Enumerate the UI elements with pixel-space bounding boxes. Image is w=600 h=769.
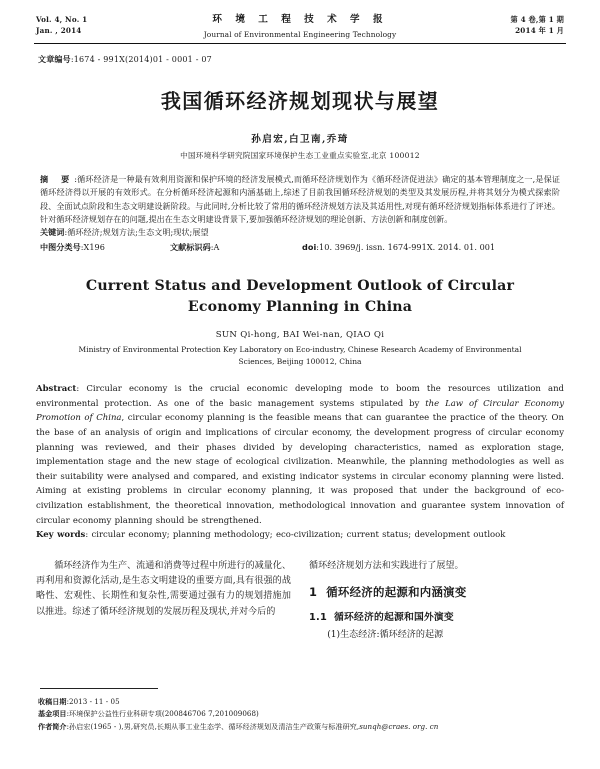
doi-label: doi xyxy=(302,241,317,252)
keywords-cn-text: :循环经济;规划方法;生态文明;现状;展望 xyxy=(64,226,209,237)
body-paragraph-continued: 循环经济规划方法和实践进行了展望。 xyxy=(309,560,464,571)
keywords-en-label: Key words xyxy=(36,530,86,541)
abstract-cn-text: :循环经济是一种最有效利用资源和保护环境的经济发展模式,而循环经济规划作为《循环经济促进法》确定的基本管理制度之一,是保证循环经济得以开展的有效形式。在分析循环经济起源和内涵基础上,综述了目前我国循环经济规划的类型及其发展历程,并将其划分为模式探索阶段、全面试点阶段和生态文明建设新阶段。与此同时,分析比较了常用的循环经济规划方法及其适用性,对现有循环经济规划指标体系进行了评述。针对循环经济规划存在的问题,提出在生态文明建设背景下,要加强循环经济规划的理论创新、方法创新和制度创新。 xyxy=(40,174,560,224)
page-title-en: Current Status and Development Outlook of Circular Economy Planning in China xyxy=(85,277,515,315)
footnote-author-email[interactable]: sunqh@craes. org. cn xyxy=(359,721,439,731)
classification-line xyxy=(40,241,560,254)
section-heading-1-text: 循环经济的起源和内涵演变 xyxy=(326,585,467,600)
authors-cn: 孙启宏,白卫南,乔琦 xyxy=(251,134,349,146)
doi[interactable] xyxy=(302,241,560,254)
keywords-cn xyxy=(40,226,560,239)
clc-number xyxy=(40,241,170,254)
section-heading-1-1 xyxy=(309,610,564,626)
clc-value: :X196 xyxy=(80,241,105,252)
section-heading-1-1-text: 循环经济的起源和国外演变 xyxy=(333,612,454,624)
abstract-en-part2: , circular economy planning is the feasible means that can guarantee the practice of the theory. On the base of an analysis of origin and implications of circular economy, the development progress of circular economy planning was reviewed, and their phases divided by developing characteristics, named as exploration stage, implementation stage and the new stage of ecological civilization. Meanwhile, the planning methodologies as well as their suitability were analysed and compared, and existing indicator systems in circular economy planning were listed. Aiming at existing problems in circular economy planning, it was proposed that under the background of eco-civilization establishment, the theoretical innovation, methodological innovation and guarantee system innovation of circular economy planning should be strengthened. xyxy=(36,413,564,526)
running-head-right xyxy=(444,14,564,36)
journal-title-cn: 环 境 工 程 技 术 学 报 xyxy=(212,14,388,25)
body-paragraph: 循环经济作为生产、流通和消费等过程中所进行的减量化、再利用和资源化活动,是生态文明建设的重要方面,具有很强的战略性、宏观性、长期性和复杂性,需要通过强有力的规划措施加以推进。综述了循环经济规划的发展历程及现状,并对今后的 xyxy=(36,560,291,617)
abstract-cn-block xyxy=(40,173,560,254)
section-heading-1 xyxy=(309,583,564,602)
abstract-en-part1: : Circular economy is the crucial economic developing mode to boom the resources utilization and environmental protection. As one of the basic management systems stipulated by xyxy=(36,384,564,409)
section-heading-1-1-number: 1.1 xyxy=(309,612,327,624)
article-number xyxy=(38,54,566,65)
footnote-received-date xyxy=(38,696,566,708)
body-list-item: (1)生态经济:循环经济的起源 xyxy=(327,629,444,640)
footnote-received-label: 收稿日期 xyxy=(38,697,67,706)
abstract-cn-label: 摘 要 xyxy=(40,174,75,185)
footnote-fund-value: :环境保护公益性行业科研专项(200846706 7,201009068) xyxy=(66,709,259,719)
abstract-en-label: Abstract xyxy=(36,384,77,395)
footnote-bio-label: 作者简介 xyxy=(38,721,67,731)
footnote-divider xyxy=(40,688,158,689)
footnote-fund-label: 基金项目 xyxy=(38,709,67,719)
article-number-label: 文章编号 xyxy=(38,55,71,65)
body-columns xyxy=(36,559,564,643)
body-column-right xyxy=(309,559,564,643)
date-en: Jan. , 2014 xyxy=(36,26,82,36)
footnote-bio-value: :孙启宏(1965 - ),男,研究员,长期从事工业生态学、循环经济规划及清洁生产政策与标准研究, xyxy=(66,721,360,731)
affiliation-en: Ministry of Environmental Protection Key Laboratory on Eco-industry, Chinese Research Academy of Environmental Sciences, Beijing 100012, China xyxy=(78,345,522,367)
running-head-left xyxy=(36,14,156,36)
section-heading-1-number: 1 xyxy=(309,585,318,600)
keywords-en xyxy=(36,528,564,543)
keywords-cn-label: 关键词 xyxy=(40,226,65,237)
volume-issue-cn: 第 4 卷,第 1 期 xyxy=(510,15,564,24)
document-code-value: :A xyxy=(210,241,220,252)
document-code xyxy=(170,241,302,254)
running-head xyxy=(34,14,566,43)
footnote-author-bio xyxy=(38,721,566,733)
page-title-cn: 我国循环经济规划现状与展望 xyxy=(160,89,440,114)
article-number-value: :1674 - 991X(2014)01 - 0001 - 07 xyxy=(70,55,212,65)
clc-label: 中图分类号 xyxy=(40,241,81,252)
date-cn: 2014 年 1 月 xyxy=(515,26,564,36)
abstract-en xyxy=(36,382,564,528)
authors-en: SUN Qi-hong, BAI Wei-nan, QIAO Qi xyxy=(215,330,385,341)
journal-title-en: Journal of Environmental Engineering Technology xyxy=(203,29,397,39)
abstract-en-block xyxy=(36,382,564,543)
running-head-center xyxy=(156,13,444,40)
document-code-label: 文献标识码 xyxy=(170,241,211,252)
footnote-fund xyxy=(38,708,566,720)
abstract-cn xyxy=(40,173,560,225)
abstract-en-italic-law: the Law of Circular Economy Promotion of China xyxy=(36,398,564,424)
keywords-en-text: : circular economy; planning methodology; eco-civilization; current status; development outlook xyxy=(85,530,506,541)
doi-value: :10. 3969/j. issn. 1674-991X. 2014. 01. 001 xyxy=(316,241,496,252)
body-column-left xyxy=(36,559,291,643)
affiliation-cn: 中国环境科学研究院国家环境保护生态工业重点实验室,北京 100012 xyxy=(180,151,420,161)
header-divider xyxy=(34,43,566,44)
volume-issue-en: Vol. 4, No. 1 xyxy=(36,15,88,24)
footnote-received-value: :2013 - 11 - 05 xyxy=(66,697,120,706)
footnote-block xyxy=(38,696,566,733)
